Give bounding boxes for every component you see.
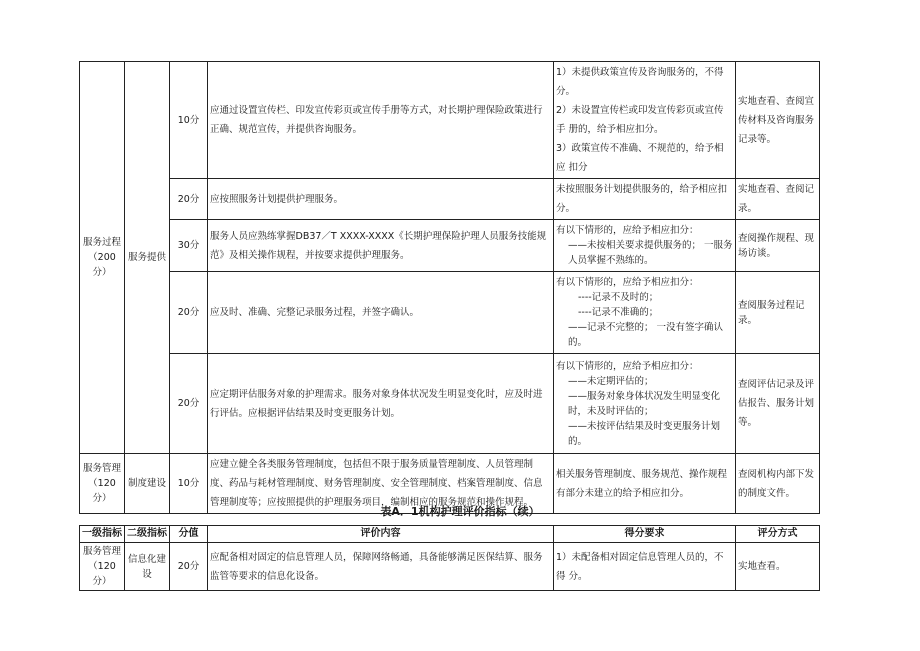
table-row (80, 220, 820, 272)
score-cell: 30分 (170, 220, 208, 272)
score-cell: 10分 (170, 454, 208, 514)
content-cell: 应配备相对固定的信息管理人员，保障网络畅通，具备能够满足医保结算、服务监管等要求的信息化设备。 (208, 543, 554, 591)
method-cell: 查阅机构内部下发的制度文件。 (736, 454, 820, 514)
header-level2: 二级指标 (125, 526, 170, 543)
content-cell: 应按照服务计划提供护理服务。 (208, 179, 554, 220)
method-cell: 实地查看、查阅宣传材料及咨询服务记录等。 (736, 62, 820, 179)
level2-service-provision: 服务提供 (125, 62, 170, 454)
level1-service-process: 服务过程（200分） (80, 62, 125, 454)
method-cell: 查阅服务过程记录。 (736, 272, 820, 354)
header-score: 分值 (170, 526, 208, 543)
content-cell: 应及时、准确、完整记录服务过程，并签字确认。 (208, 272, 554, 354)
requirement-cell: 1）未配备相对固定信息管理人员的，不得 分。 (554, 543, 736, 591)
level1-service-management: 服务管理（120分） (80, 454, 125, 514)
content-cell: 应定期评估服务对象的护理需求。服务对象身体状况发生明显变化时，应及时进行评估。应根据评估结果及时变更服务计划。 (208, 354, 554, 454)
header-requirement: 得分要求 (554, 526, 736, 543)
content-cell: 服务人员应熟练掌握DB37／T XXXX-XXXX《长期护理保险护理人员服务技能规 范》及相关操作规程，并按要求提供护理服务。 (208, 220, 554, 272)
score-cell: 20分 (170, 272, 208, 354)
table-header-row (80, 526, 820, 543)
content-cell: 应建立健全各类服务管理制度，包括但不限于服务质量管理制度、人员管理制度、药品与耗材管理制度、财务管理制度、安全管理制度、档案管理制度、信息管理制度等；应按照提供的护理服务项目，编制相应的服务规范和操作规程。 (208, 454, 554, 514)
table-row (80, 272, 820, 354)
requirement-cell: 未按照服务计划提供服务的，给予相应扣分。 (554, 179, 736, 220)
header-level1: 一级指标 (80, 526, 125, 543)
score-cell: 20分 (170, 543, 208, 591)
content-cell: 应通过设置宣传栏、印发宣传彩页或宣传手册等方式，对长期护理保险政策进行正确、规范宣传，并提供咨询服务。 (208, 62, 554, 179)
score-cell: 20分 (170, 354, 208, 454)
method-cell: 实地查看。 (736, 543, 820, 591)
requirement-cell: 1）未提供政策宣传及咨询服务的，不得分。 2）未设置宣传栏或印发宣传彩页或宣传手 册的，给予相应扣分。 3）政策宣传不准确、不规范的，给予相应 扣分 (554, 62, 736, 179)
table-row (80, 543, 820, 591)
score-cell: 20分 (170, 179, 208, 220)
level2-informatization: 信息化建设 (125, 543, 170, 591)
requirement-cell: 有以下情形的，应给予相应扣分： ----记录不及时的； ----记录不准确的； ——记录不完整的； 一没有签字确认的。 (554, 272, 736, 354)
method-cell: 查阅评估记录及评估报告、服务计划等。 (736, 354, 820, 454)
requirement-cell: 有以下情形的，应给予相应扣分： ——未定期评估的； ——服务对象身体状况发生明显变化时，未及时评估的； ——未按评估结果及时变更服务计划的。 (554, 354, 736, 454)
score-cell: 10分 (170, 62, 208, 179)
method-cell: 实地查看、查阅记录。 (736, 179, 820, 220)
table-row (80, 354, 820, 454)
table-caption: 表A．1机构护理评价指标（续） (380, 505, 540, 518)
requirement-cell: 有以下情形的，应给予相应扣分： ——未按相关要求提供服务的； 一服务人员掌握不熟练的。 (554, 220, 736, 272)
method-cell: 查阅操作规程、现场访谈。 (736, 220, 820, 272)
requirement-cell: 相关服务管理制度、服务规范、操作规程有部分未建立的给予相应扣分。 (554, 454, 736, 514)
evaluation-table-continued (79, 61, 820, 514)
table-row (80, 179, 820, 220)
level2-system-construction: 制度建设 (125, 454, 170, 514)
header-content: 评价内容 (208, 526, 554, 543)
header-method: 评分方式 (736, 526, 820, 543)
evaluation-table-next (79, 525, 820, 591)
table-row (80, 62, 820, 179)
level1-service-management: 服务管理（120分） (80, 543, 125, 591)
